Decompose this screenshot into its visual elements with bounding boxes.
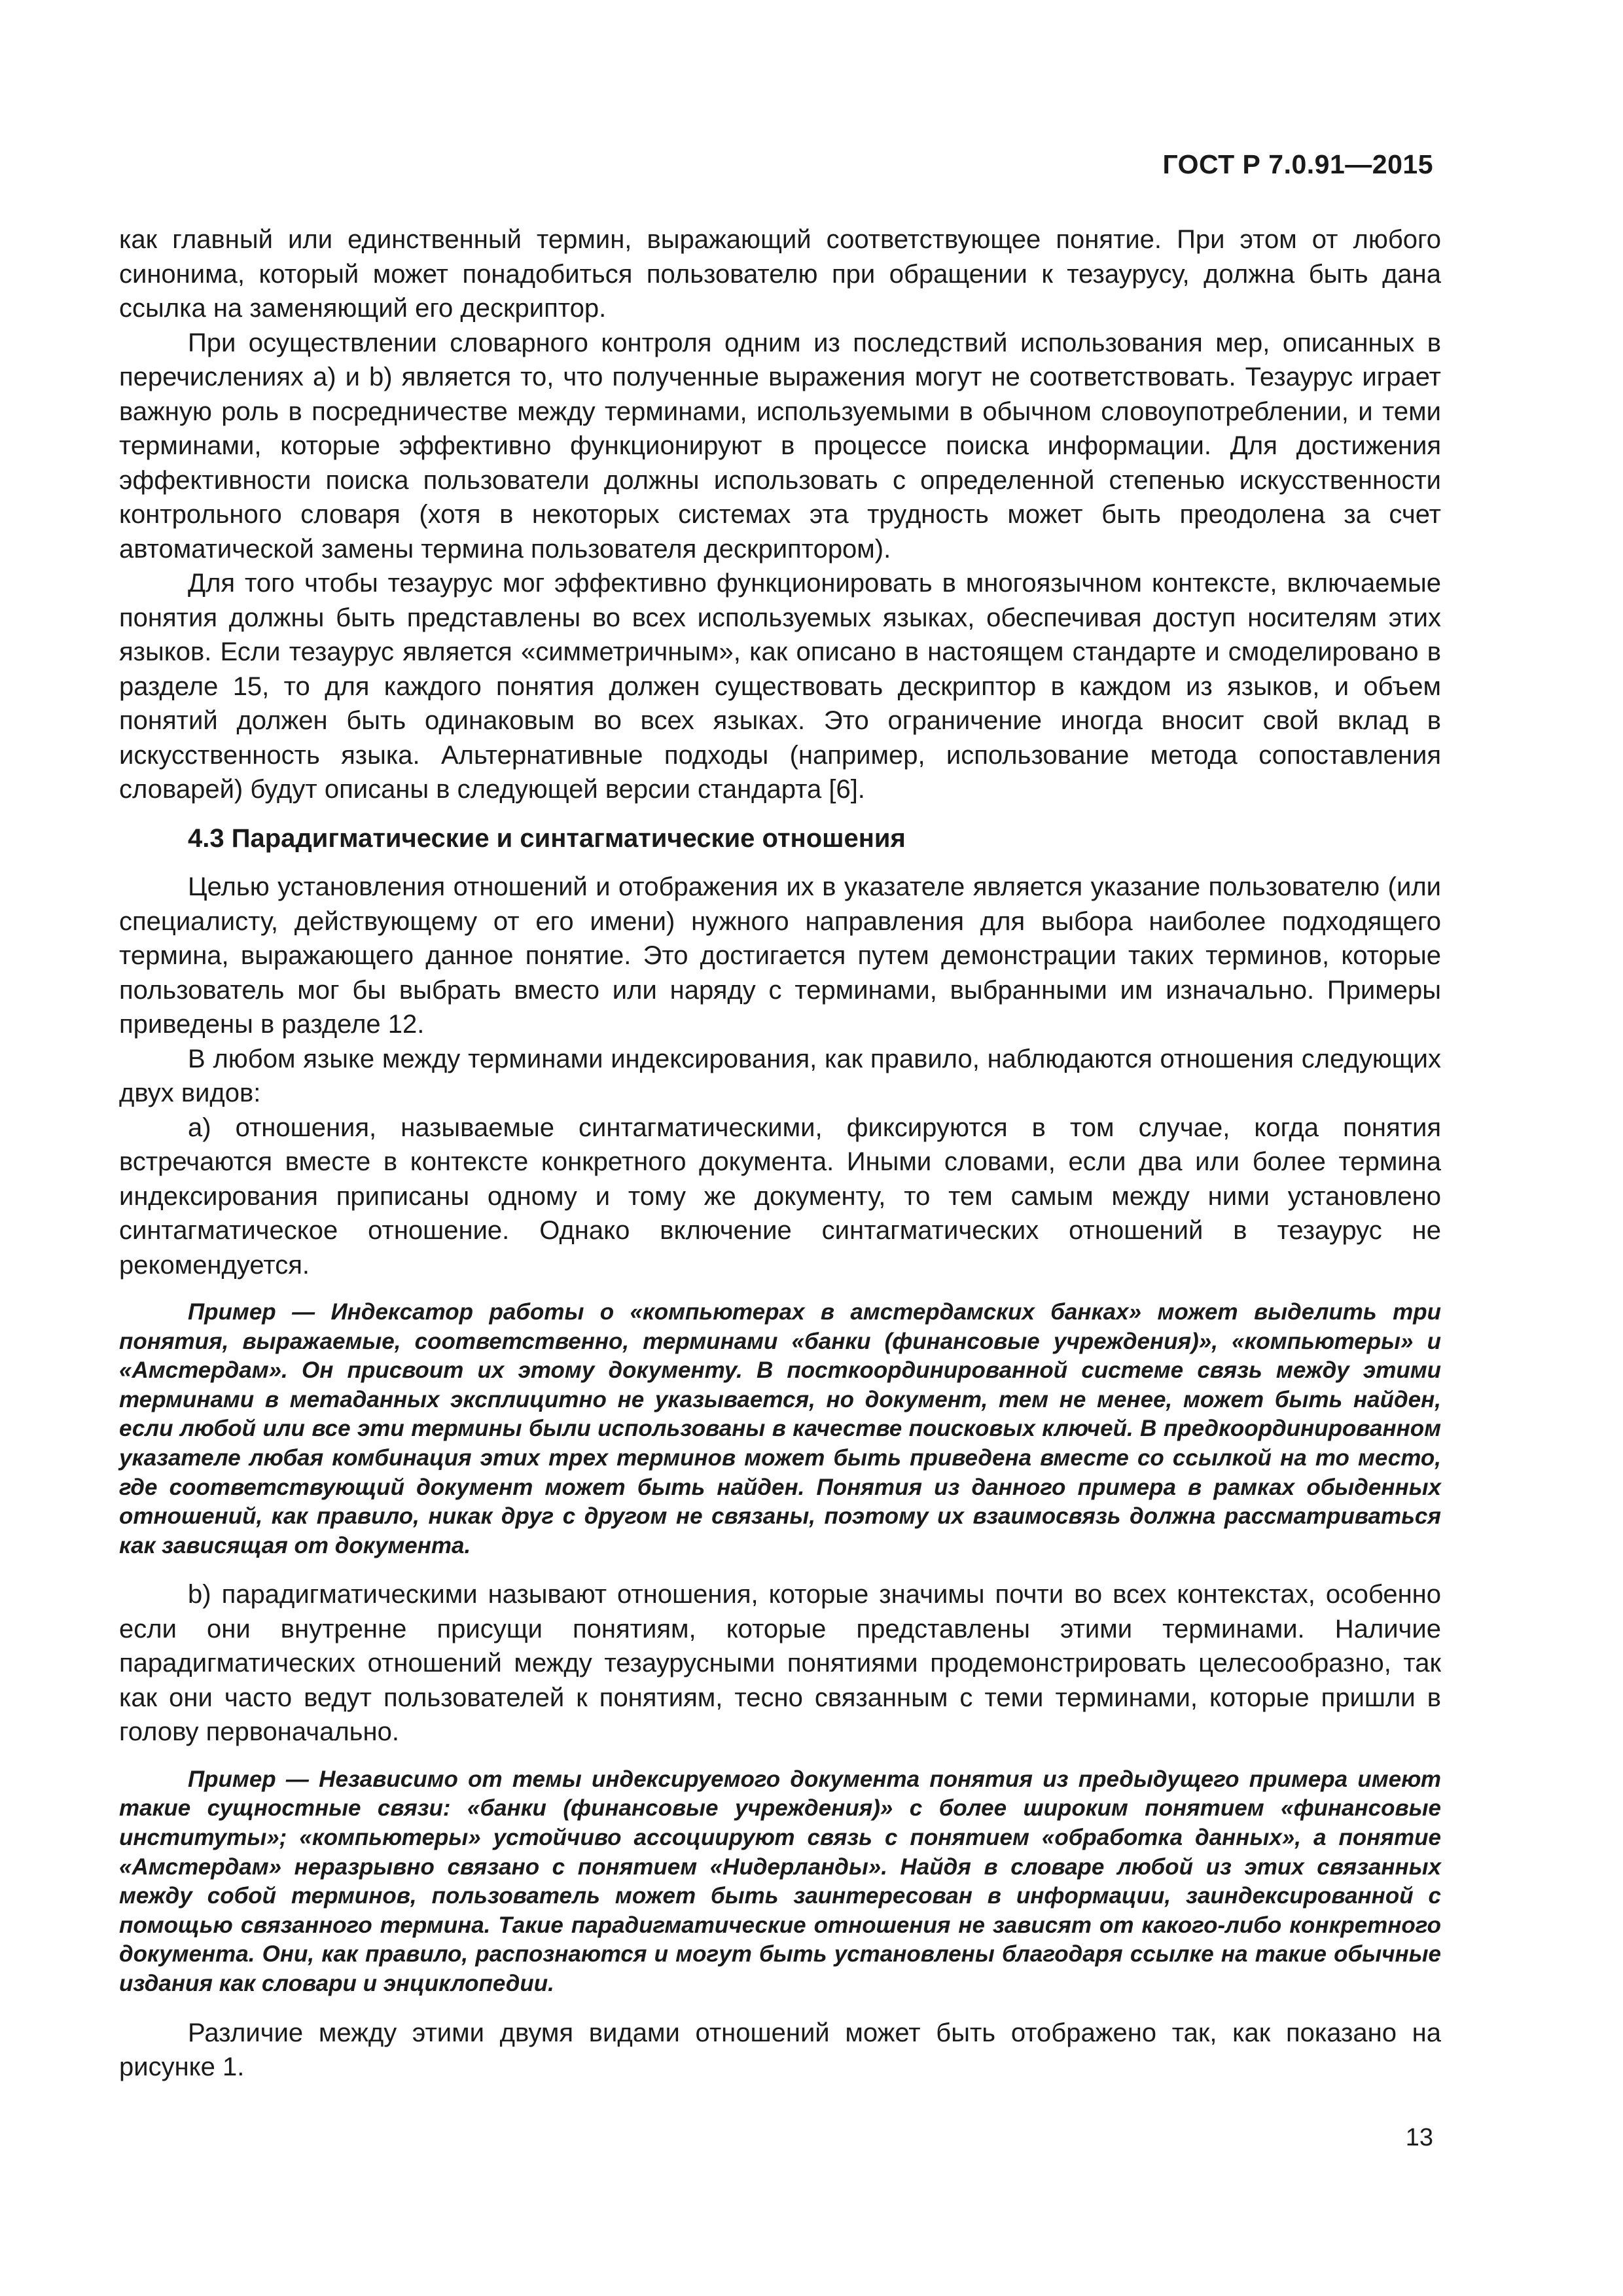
paragraph-figure-reference: Различие между этими двумя видами отношений может быть отображено так, как показано на рисунке 1. — [119, 2018, 1441, 2082]
example-note-2: Пример — Независимо от темы индексируемого документа понятия из предыдущего примера имеют такие сущностные связи: «банки (финансовые учреждения)» с более широким понятием «финансовые институты»; «компьютеры» устойчиво ассоциируют связь с понятием «обработка данных», а понятие «Амстердам» неразрывно связано с понятием «Нидерланды». Найдя в словаре любой из этих связанных между собой терминов, пользователь может быть заинтересован в информации, заиндексированной с помощью связанного термина. Такие парадигматические отношения не зависят от какого-либо конкретного документа. Они, как правило, распознаются и могут быть установлены благодаря ссылке на такие обычные издания как словари и энциклопедии. — [119, 1766, 1441, 1996]
paragraph-continuation: как главный или единственный термин, выражающий соответствующее понятие. При этом от любого синонима, который может понадобиться пользователю при обращении к тезаурусу, должна быть дана ссылка на заменяющий его дескриптор. — [119, 225, 1441, 323]
document-body — [119, 223, 1441, 2085]
paragraph-relations-purpose: Целью установления отношений и отображения их в указателе является указание пользователю (или специалисту, действующему от его имени) нужного направления для выбора наиболее подходящего термина, выражающего данное понятие. Это достигается путем демонстрации таких терминов, которые пользователь мог бы выбрать вместо или наряду с терминами, выбранными им изначально. Примеры приведены в разделе 12. — [119, 872, 1441, 1039]
section-heading: 4.3 Парадигматические и синтагматические отношения — [188, 823, 906, 853]
paragraph-syntagmatic: а) отношения, называемые синтагматическими, фиксируются в том случае, когда понятия встречаются вместе в контексте конкретного документа. Иными словами, если два или более термина индексирования приписаны одному и тому же документу, то тем самым между ними установлено синтагматическое отношение. Однако включение синтагматических отношений в тезаурус не рекомендуется. — [119, 1113, 1441, 1280]
paragraph-relations-types: В любом языке между терминами индексирования, как правило, наблюдаются отношения следующих двух видов: — [119, 1044, 1441, 1107]
paragraph-paradigmatic: b) парадигматическими называют отношения, которые значимы почти во всех контекстах, особенно если они внутренне присущи понятиям, которые представлены этими терминами. Наличие парадигматических отношений между тезаурусными понятиями продемонстрировать целесообразно, так как они часто ведут пользователей к понятиям, тесно связанным с теми терминами, которые пришли в голову первоначально. — [119, 1580, 1441, 1747]
page-number: 13 — [1405, 2124, 1433, 2151]
paragraph-vocabulary-control: При осуществлении словарного контроля одним из последствий использования мер, описанных в перечислениях а) и b) является то, что полученные выражения могут не соответствовать. Тезаурус играет важную роль в посредничестве между терминами, используемыми в обычном словоупотреблении, и теми терминами, которые эффективно функционируют в процессе поиска информации. Для достижения эффективности поиска пользователи должны использовать с определенной степенью искусственности контрольного словаря (хотя в некоторых системах эта трудность может быть преодолена за счет автоматической замены термина пользователя дескриптором). — [119, 328, 1441, 564]
document-header: ГОСТ Р 7.0.91—2015 — [1162, 149, 1433, 179]
paragraph-multilingual: Для того чтобы тезаурус мог эффективно функционировать в многоязычном контексте, включаемые понятия должны быть представлены во всех используемых языках, обеспечивая доступ носителям этих языков. Если тезаурус является «симметричным», как описано в настоящем стандарте и смоделировано в разделе 15, то для каждого понятия должен существовать дескриптор в каждом из языков, и объем понятий должен быть одинаковым во всех языках. Это ограничение иногда вносит свой вклад в искусственность языка. Альтернативные подходы (например, использование метода сопоставления словарей) будут описаны в следующей версии стандарта [6]. — [119, 569, 1441, 804]
example-note-1: Пример — Индексатор работы о «компьютерах в амстердамских банках» может выделить три понятия, выражаемые, соответственно, терминами «банки (финансовые учреждения)», «компьютеры» и «Амстердам». Он присвоит их этому документу. В посткоординированной системе связь между этими терминами в метаданных эксплицитно не указывается, но документ, тем не менее, может быть найден, если любой или все эти термины были использованы в качестве поисковых ключей. В предкоординированном указателе любая комбинация этих трех терминов может быть приведена вместе со ссылкой на то место, где соответствующий документ может быть найден. Понятия из данного примера в рамках обыденных отношений, как правило, никак друг с другом не связаны, поэтому их взаимосвязь должна рассматриваться как зависящая от документа. — [119, 1299, 1441, 1558]
